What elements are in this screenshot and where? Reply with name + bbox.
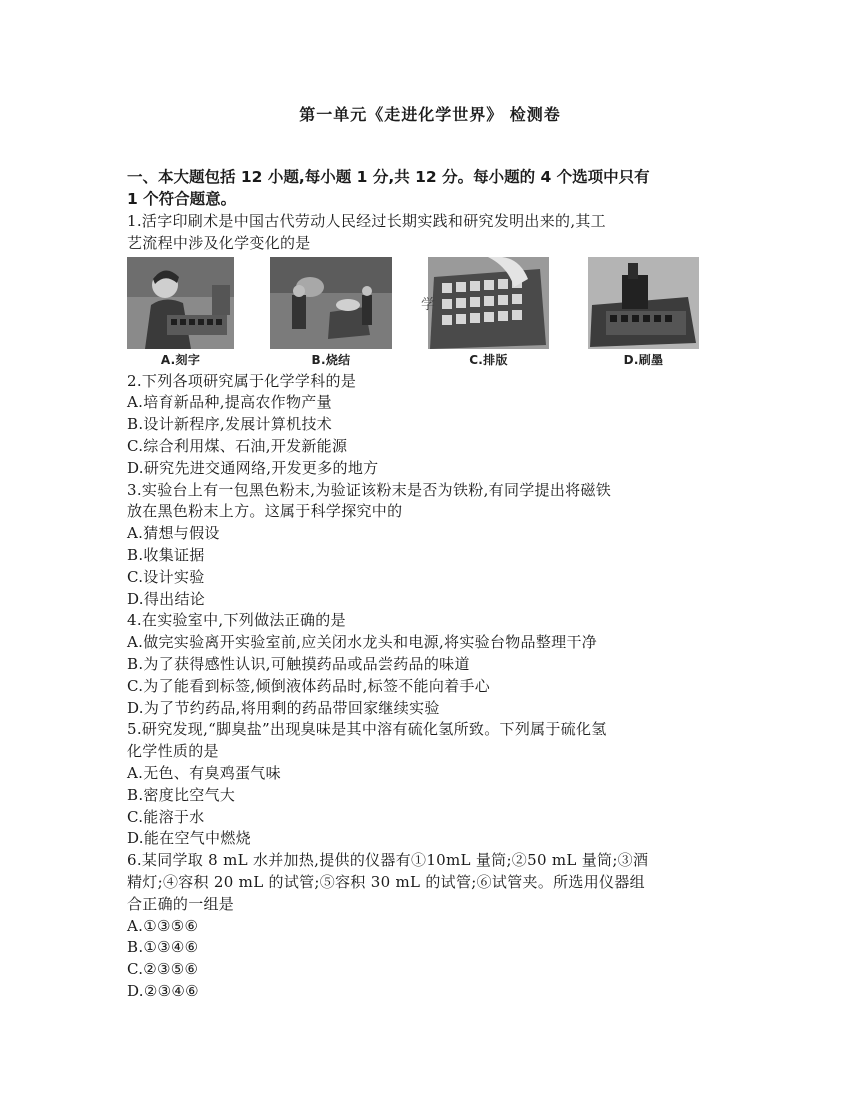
question-1 [127,211,739,371]
option-d: D.得出结论 [127,589,206,608]
question-stem-line: 放在黑色粉末上方。这属于科学探究中的 [127,502,403,521]
question-stem-line: 合正确的一组是 [127,894,235,913]
option-d: D.研究先进交通网络,开发更多的地方 [127,458,379,477]
option-c: C.设计实验 [127,567,205,586]
question-2 [127,371,739,480]
option-image-d [588,257,699,372]
question-3 [127,480,739,611]
option-image-caption: B.烧结 [311,352,351,367]
question-stem-line: 1.活字印刷术是中国古代劳动人民经过长期实践和研究发明出来的,其工 [127,212,606,230]
option-d: D.为了节约药品,将用剩的药品带回家继续实验 [127,698,440,717]
section-heading [127,166,737,210]
option-image-b [270,257,392,372]
option-c: C.为了能看到标签,倾倒液体药品时,标签不能向着手心 [127,676,491,695]
option-image-caption: A.刻字 [160,352,201,367]
question-stem-line: 4.在实验室中,下列做法正确的是 [127,611,346,630]
option-a: A.培育新品种,提高农作物产量 [127,393,332,412]
option-b: B.收集证据 [127,545,205,564]
question-6 [127,850,739,1003]
question-1-images [127,255,739,371]
question-stem-line: 6.某同学取 8 mL 水并加热,提供的仪器有①10mL 量筒;②50 mL 量筒;③酒 [127,851,649,870]
option-a: A.猜想与假设 [127,524,220,543]
option-d: D.②③④⑥ [127,981,199,1000]
option-b: B.密度比空气大 [127,785,236,804]
typesetting-scene-image [428,257,549,349]
option-c: C.能溶于水 [127,807,205,826]
section-heading-line: 一、本大题包括 12 小题,每小题 1 分,共 12 分。每小题的 4 个选项中只有 [127,168,650,186]
section-heading-line: 1 个符合题意。 [127,190,237,208]
option-image-a [127,257,234,372]
page-title: 第一单元《走进化学世界》 检测卷 [299,105,561,124]
question-stem-line: 3.实验台上有一包黑色粉末,为验证该粉末是否为铁粉,有同学提出将磁铁 [127,480,612,499]
question-5 [127,719,739,850]
question-stem-line: 艺流程中涉及化学变化的是 [127,233,311,252]
question-4 [127,610,739,719]
option-b: B.设计新程序,发展计算机技术 [127,415,333,434]
option-c: C.②③⑤⑥ [127,960,199,979]
stray-glyph: 学 [421,296,436,313]
inking-scene-image [588,257,699,349]
option-d: D.能在空气中燃烧 [127,829,251,848]
question-stem-line: 5.研究发现,“脚臭盐”出现臭味是其中溶有硫化氢所致。下列属于硫化氢 [127,720,607,739]
option-image-caption: C.排版 [469,352,508,367]
question-stem-line: 2.下列各项研究属于化学学科的是 [127,371,357,390]
option-a: A.做完实验离开实验室前,应关闭水龙头和电源,将实验台物品整理干净 [127,633,598,652]
question-stem-line: 化学性质的是 [127,742,219,761]
option-image-caption: D.刷墨 [623,352,664,367]
option-c: C.综合利用煤、石油,开发新能源 [127,436,348,455]
option-image-c [428,257,549,372]
option-b: B.①③④⑥ [127,938,199,957]
question-stem-line: 精灯;④容积 20 mL 的试管;⑤容积 30 mL 的试管;⑥试管夹。所选用仪器组 [127,872,645,891]
option-a: A.①③⑤⑥ [127,916,199,935]
option-b: B.为了获得感性认识,可触摸药品或品尝药品的味道 [127,654,470,673]
question-list [127,211,739,1003]
engraving-scene-image [127,257,234,349]
sintering-scene-image [270,257,392,349]
option-a: A.无色、有臭鸡蛋气味 [127,763,281,782]
